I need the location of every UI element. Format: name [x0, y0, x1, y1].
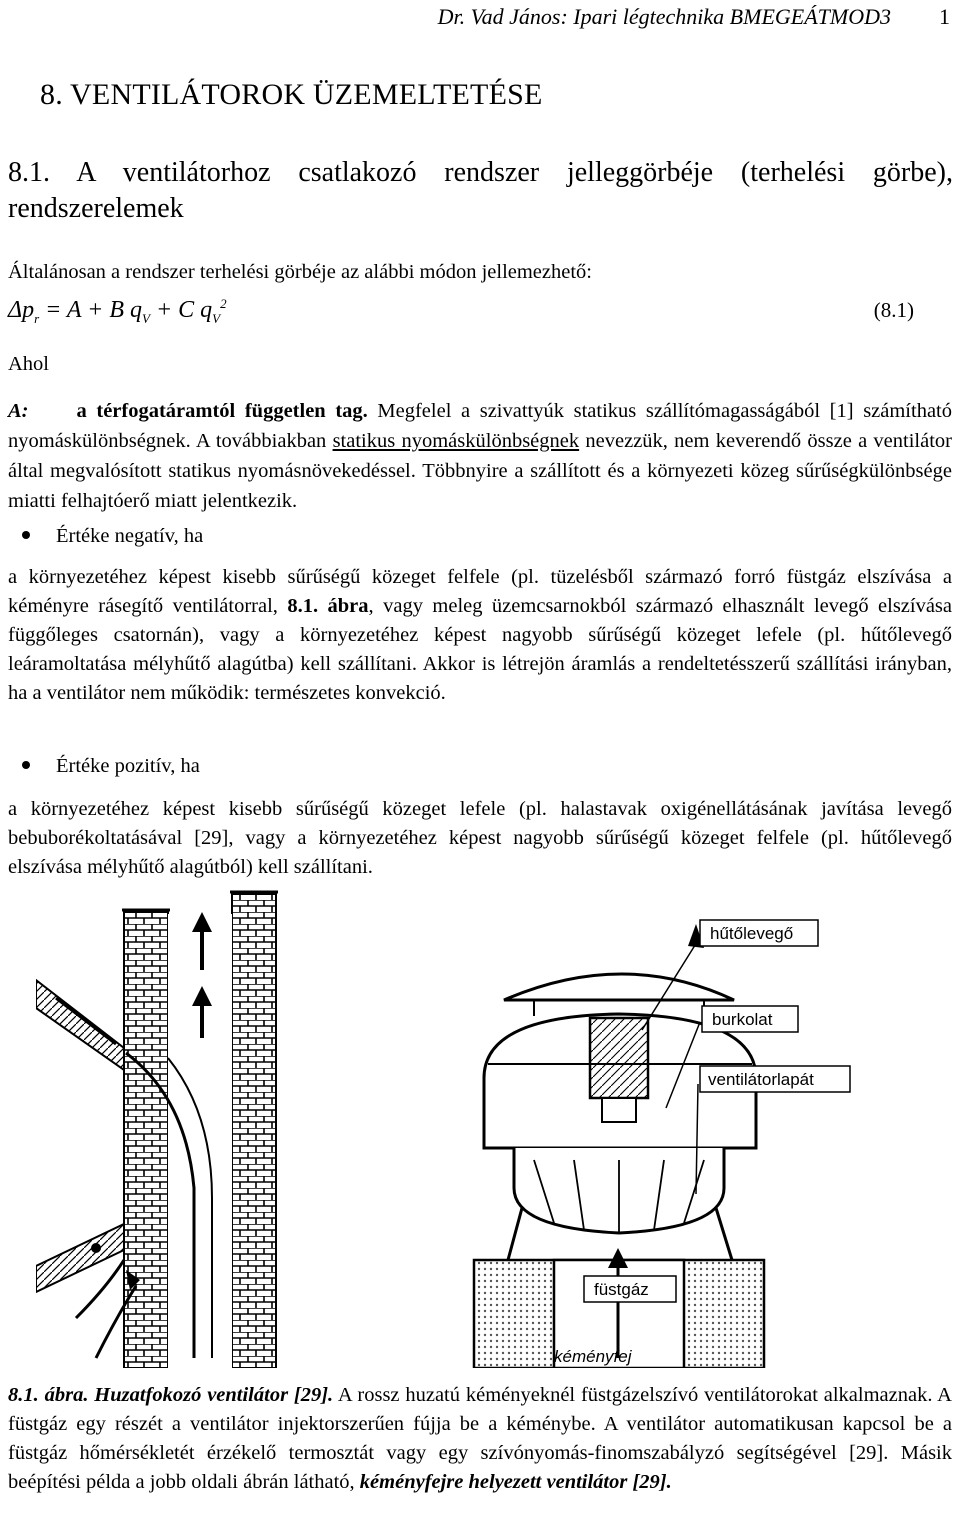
term-a-bold: a térfogatáramtól független tag. — [76, 400, 368, 422]
bullet-negative — [8, 525, 203, 548]
eq-sub2: V — [212, 310, 221, 326]
caption-bold-end: kéményfejre helyezett ventilátor [29]. — [359, 1471, 672, 1493]
label-impeller: ventilátorlapát — [708, 1070, 814, 1089]
figure-caption — [8, 1381, 952, 1497]
eq-rhs1: = A + B q — [45, 297, 142, 323]
eq-lhs-sub: r — [34, 310, 40, 326]
bullet-negative-text: Értéke negatív, ha — [56, 525, 204, 547]
figure-chimney-head-fan — [404, 888, 956, 1368]
bullet-positive — [8, 755, 200, 778]
equation-number: (8.1) — [873, 298, 914, 322]
label-housing: burkolat — [712, 1010, 773, 1029]
figure-chimney-booster — [36, 888, 336, 1368]
eq-sup2: 2 — [220, 296, 227, 311]
bullet-dot-icon — [22, 531, 30, 539]
caption-label: 8.1. ábra. Huzatfokozó ventilátor [29]. — [8, 1384, 334, 1406]
bullet-dot-icon — [22, 761, 30, 769]
intro-text: Általánosan a rendszer terhelési görbéje az alábbi módon jellemezhető: — [8, 261, 592, 283]
paragraph-a — [8, 396, 952, 516]
equation-8-1 — [8, 296, 952, 332]
paragraph-positive: a környezetéhez képest kisebb sűrűségű közeget lefele (pl. halastavak oxigénellátásának javítása levegő bebuborékoltatásával [29], vagy a környezetéhez képest nagyobb sűrűségű közeget felfele (pl. hűtőlevegő elszívása mélyhűtő alagútból) kell szállítani. — [8, 798, 952, 878]
term-a-label: A: — [8, 400, 29, 422]
para-neg-figref: 8.1. ábra — [287, 595, 369, 617]
eq-sub1: V — [142, 310, 150, 326]
para-neg-text1: a környezetéhez képest kisebb sűrűségű közeget felfele (pl. tüzelésből származó forró füstgáz elszívása a kéményre rásegítő ventilátorral, — [8, 566, 952, 617]
para-a-underlined: statikus nyomáskülönbségnek — [332, 430, 580, 452]
paragraph-negative — [8, 563, 952, 708]
page-header — [438, 4, 950, 30]
section-title: 8.1. A ventilátorhoz csatlakozó rendszer jelleggörbéje (terhelési görbe), rendszerelemek — [8, 157, 953, 224]
chapter-title: 8. VENTILÁTOROK ÜZEMELTETÉSE — [40, 78, 543, 111]
eq-lhs: Δp — [8, 297, 35, 323]
label-cooling-air: hűtőlevegő — [710, 924, 794, 943]
bullet-positive-text: Értéke pozitív, ha — [56, 755, 200, 777]
header-title: Dr. Vad János: Ipari légtechnika BMEGEÁTMOD3 — [437, 4, 891, 29]
label-chimney-head: kéményfej — [554, 1347, 632, 1366]
page-number: 1 — [939, 4, 950, 29]
para-a-text2: nevezzük, nem keverendő össze a ventilátor által megvalósított statikus nyomásnövekedéssel. Többnyire a szállított és a környezeti közeg sűrűségkülönbsége miatti felhajtóerő miatt jelentkezik. — [8, 430, 952, 512]
label-flue-gas: füstgáz — [594, 1280, 649, 1299]
caption-text: A rossz huzatú kéményeknél füstgázelszívó ventilátorokat alkalmaznak. A füstgáz egy részét a ventilátor injektorszerűen fújja be a kéménybe. A ventilátor automatikusan kapcsol be a füstgáz hőmérsékletét érzékelő termosztát vagy egy szívónyomás-finomszabályzó segítségével [29]. Másik beépítési példa a jobb oldali ábrán látható, — [8, 1384, 952, 1493]
para-neg-text2: , vagy meleg üzemcsarnokból származó elhasznált levegő elszívása függőleges csatornán), vagy a környezetéhez képest nagyobb sűrűségű közeget lefele (pl. hűtőlevegő leáramoltatása mélyhűtő alagútba) kell szállítani. Akkor is létrejön áramlás a rendeltetésszerű szállítási irányban, ha a ventilátor nem működik: természetes konvekció. — [8, 595, 953, 704]
ahol-label: Ahol — [8, 353, 49, 375]
eq-rhs2: + C q — [149, 297, 213, 323]
para-a-text1: Megfelel a szivattyúk statikus szállítómagasságából [1] számítható nyomáskülönbségnek. A továbbiakban — [8, 400, 952, 452]
